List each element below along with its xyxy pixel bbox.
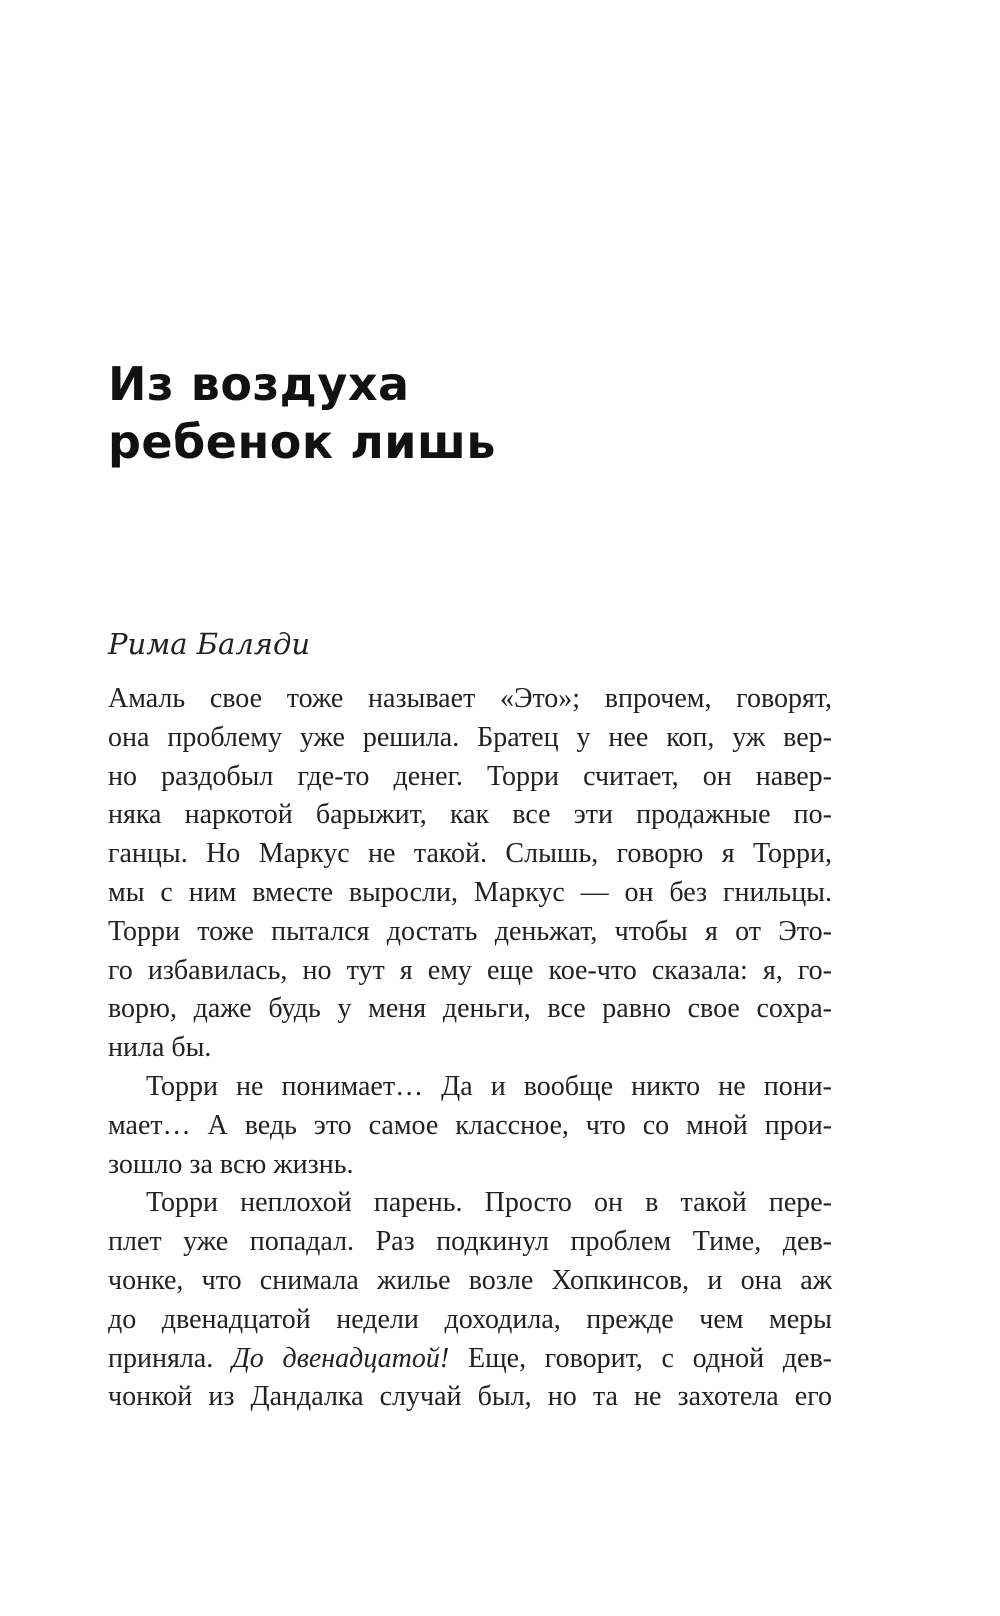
- text-line: Торри тоже пытался достать деньжат, чтобы я от Это-: [108, 915, 832, 947]
- paragraph: [108, 680, 832, 1068]
- text-run: Еще, говорит, с одной дев-: [449, 1342, 833, 1374]
- text-line: но раздобыл где-то денег. Торри считает, он навер-: [108, 760, 832, 792]
- text-line: [108, 1340, 832, 1379]
- text-line: нила бы.: [108, 1032, 212, 1064]
- text-line: до двенадцатой недели доходила, прежде чем меры: [108, 1303, 832, 1335]
- text-line: Амаль свое тоже называет «Это»; впрочем, говорят,: [108, 683, 832, 714]
- text-line: ганцы. Но Маркус не такой. Слышь, говорю я Торри,: [108, 838, 832, 870]
- text-line: она проблему уже решила. Братец у нее коп, уж вер-: [108, 721, 832, 753]
- paragraph: [108, 1068, 832, 1184]
- text-line: Торри неплохой парень. Просто он в такой пере-: [146, 1187, 832, 1219]
- text-line: мы с ним вместе выросли, Маркус — он без гнильцы.: [108, 876, 832, 908]
- text-line: мает… А ведь это самое классное, что со мной прои-: [108, 1109, 832, 1141]
- text-line: плет уже попадал. Раз подкинул проблем Тиме, дев-: [108, 1226, 832, 1258]
- italic-emphasis: До двенадцатой!: [231, 1342, 450, 1374]
- chapter-title: [108, 355, 888, 471]
- text-line: ворю, даже будь у меня деньги, все равно свое сохра-: [108, 993, 832, 1025]
- chapter-title-line: ребенок лишь: [108, 415, 496, 469]
- text-line: зошло за всю жизнь.: [108, 1148, 354, 1180]
- author-name: Рима Баляди: [108, 627, 311, 661]
- text-line: няка наркотой барыжит, как все эти продажные по-: [108, 799, 832, 831]
- text-line: Торри не понимает… Да и вообще никто не пони-: [146, 1070, 832, 1102]
- paragraph: [108, 1184, 832, 1417]
- text-line: го избавилась, но тут я ему еще кое-что сказала: я, го-: [108, 954, 832, 986]
- text-line: чонке, что снимала жилье возле Хопкинсов, и она аж: [108, 1264, 832, 1296]
- text-line: чонкой из Дандалка случай был, но та не захотела его: [108, 1381, 832, 1413]
- body-text: [108, 680, 832, 1417]
- text-run: приняла.: [108, 1342, 232, 1374]
- chapter-title-line: Из воздуха: [108, 357, 410, 411]
